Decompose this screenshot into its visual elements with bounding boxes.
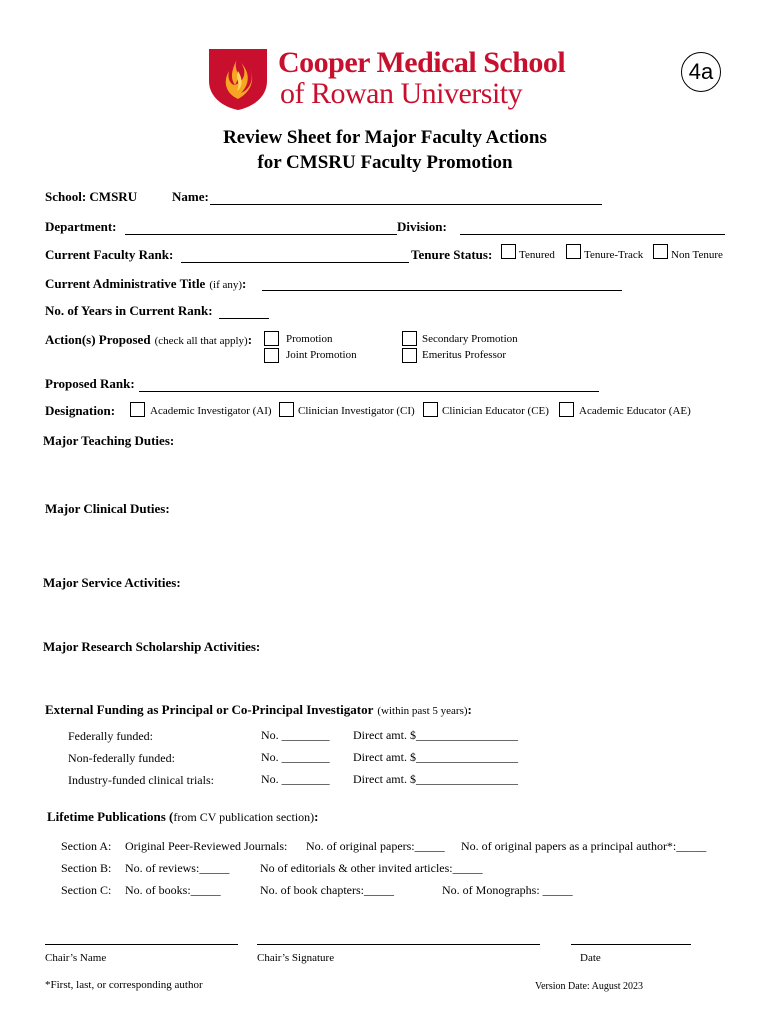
clinician-investigator-checkbox[interactable] [279, 402, 294, 417]
chair-name-line[interactable] [45, 944, 238, 945]
section-a-principal-author[interactable]: No. of original papers as a principal author*:_____ [461, 839, 707, 853]
clinician-investigator-label: Clinician Investigator (CI) [298, 405, 415, 417]
years-in-rank-label: No. of Years in Current Rank: [45, 303, 213, 318]
academic-educator-checkbox[interactable] [559, 402, 574, 417]
tenured-checkbox[interactable] [501, 244, 516, 259]
academic-educator-label: Academic Educator (AE) [579, 405, 691, 417]
admin-title-field[interactable] [262, 290, 622, 291]
faculty-rank-label: Current Faculty Rank: [45, 247, 174, 262]
non-tenure-checkbox[interactable] [653, 244, 668, 259]
joint-promotion-checkbox[interactable] [264, 348, 279, 363]
admin-title-label: Current Administrative Title (if any): [45, 276, 247, 291]
funding-row-amount[interactable]: Direct amt. $_________________ [353, 772, 518, 786]
funding-row-count[interactable]: No. ________ [261, 750, 330, 764]
section-c-books[interactable]: No. of books:_____ [125, 883, 221, 897]
section-b-reviews[interactable]: No. of reviews:_____ [125, 861, 230, 875]
proposed-rank-field[interactable] [139, 391, 599, 392]
faculty-rank-field[interactable] [181, 262, 409, 263]
tenure-status-label: Tenure Status: [411, 247, 493, 262]
clinical-duties-heading: Major Clinical Duties: [45, 501, 170, 516]
teaching-duties-heading: Major Teaching Duties: [43, 433, 175, 448]
date-line[interactable] [571, 944, 691, 945]
funding-row-label: Industry-funded clinical trials: [68, 773, 214, 787]
academic-investigator-label: Academic Investigator (AI) [150, 405, 272, 417]
clinician-educator-checkbox[interactable] [423, 402, 438, 417]
tenured-label: Tenured [519, 249, 555, 261]
secondary-promotion-checkbox[interactable] [402, 331, 417, 346]
version-date: Version Date: August 2023 [535, 981, 644, 992]
logo-line-2: of Rowan University [280, 77, 523, 110]
logo-line-1: Cooper Medical School [278, 46, 566, 79]
section-a-label: Section A: [61, 839, 112, 853]
funding-row-amount[interactable]: Direct amt. $_________________ [353, 750, 518, 764]
research-activities-heading: Major Research Scholarship Activities: [43, 639, 261, 654]
funding-row-amount[interactable]: Direct amt. $_________________ [353, 728, 518, 742]
funding-row-label: Federally funded: [68, 729, 153, 743]
tenure-track-label: Tenure-Track [584, 249, 644, 261]
section-c-book-chapters[interactable]: No. of book chapters:_____ [260, 883, 394, 897]
service-activities-heading: Major Service Activities: [43, 575, 181, 590]
promotion-checkbox[interactable] [264, 331, 279, 346]
lifetime-publications-heading: Lifetime Publications (from CV publication section): [47, 809, 319, 824]
designation-label: Designation: [45, 403, 116, 418]
department-field[interactable] [125, 234, 397, 235]
emeritus-professor-checkbox[interactable] [402, 348, 417, 363]
actions-proposed-label: Action(s) Proposed (check all that apply): [45, 332, 253, 347]
section-b-editorials[interactable]: No of editorials & other invited articles:_____ [260, 861, 483, 875]
page-title: Review Sheet for Major Faculty Actions [223, 127, 547, 148]
division-label: Division: [397, 219, 447, 234]
section-c-monographs[interactable]: No. of Monographs: _____ [442, 883, 573, 897]
department-label: Department: [45, 219, 117, 234]
footnote: *First, last, or corresponding author [45, 979, 203, 991]
years-in-rank-field[interactable] [219, 318, 269, 319]
name-field[interactable] [210, 204, 602, 205]
university-shield-icon [207, 47, 269, 111]
funding-row-count[interactable]: No. ________ [261, 728, 330, 742]
name-label: Name: [172, 189, 209, 204]
division-field[interactable] [460, 234, 725, 235]
date-label: Date [580, 952, 601, 964]
academic-investigator-checkbox[interactable] [130, 402, 145, 417]
section-a-journals: Original Peer-Reviewed Journals: [125, 839, 288, 853]
chair-signature-label: Chair’s Signature [257, 952, 335, 964]
section-b-label: Section B: [61, 861, 112, 875]
funding-row-count[interactable]: No. ________ [261, 772, 330, 786]
chair-signature-line[interactable] [257, 944, 540, 945]
funding-row-label: Non-federally funded: [68, 751, 175, 765]
joint-promotion-label: Joint Promotion [286, 349, 357, 361]
clinician-educator-label: Clinician Educator (CE) [442, 405, 549, 417]
section-c-label: Section C: [61, 883, 112, 897]
form-number-badge: 4a [681, 52, 721, 92]
school-label: School: CMSRU [45, 189, 138, 204]
section-a-original-papers[interactable]: No. of original papers:_____ [306, 839, 445, 853]
chair-name-label: Chair’s Name [45, 952, 107, 964]
non-tenure-label: Non Tenure [671, 249, 723, 261]
emeritus-professor-label: Emeritus Professor [422, 349, 507, 361]
external-funding-heading: External Funding as Principal or Co-Principal Investigator (within past 5 years): [45, 702, 472, 717]
proposed-rank-label: Proposed Rank: [45, 376, 135, 391]
secondary-promotion-label: Secondary Promotion [422, 333, 518, 345]
tenure-track-checkbox[interactable] [566, 244, 581, 259]
promotion-label: Promotion [286, 333, 333, 345]
page-subtitle: for CMSRU Faculty Promotion [257, 152, 513, 173]
